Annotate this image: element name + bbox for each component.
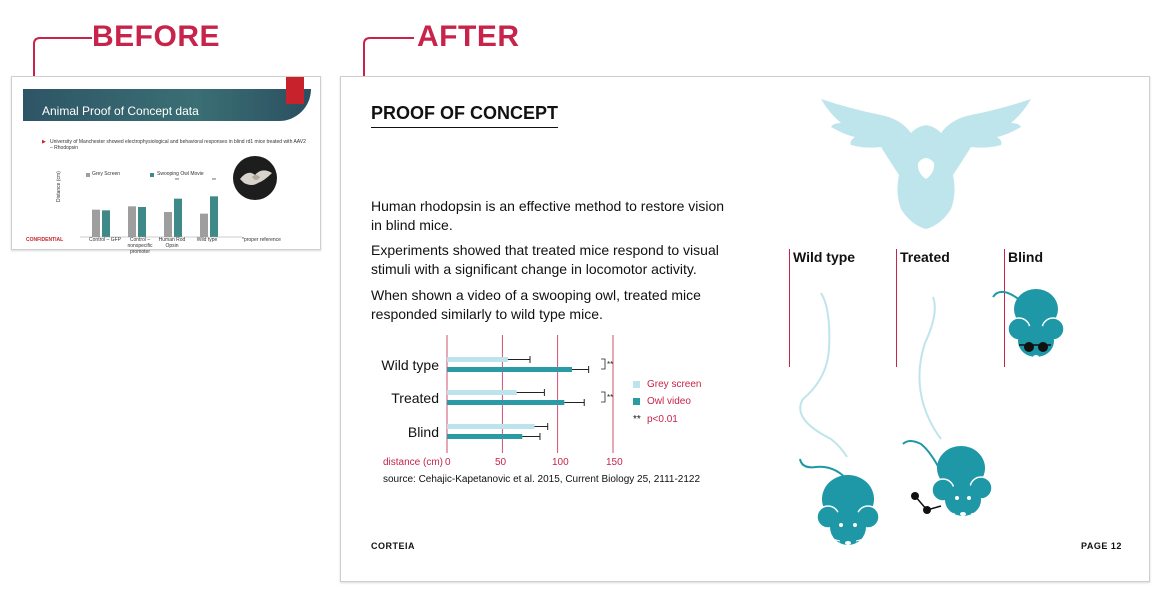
- after-bar-chart: [441, 335, 741, 475]
- legend-sig-marker: **: [633, 414, 641, 425]
- before-bar-1-0: [128, 206, 136, 237]
- paragraph-1: Human rhodopsin is an effective method to restore vision in blind mice.: [371, 198, 725, 233]
- before-red-tab: [286, 77, 304, 104]
- treated-trajectory: [911, 293, 971, 443]
- before-slide-thumbnail: [11, 76, 321, 255]
- owl-silhouette-icon: [811, 93, 1041, 233]
- before-category-2: Control – nonspecific promoter: [127, 237, 153, 255]
- error-bar-wild-type-0: [508, 356, 530, 363]
- category-label-treated: Treated: [391, 390, 439, 406]
- x-tick-100: 100: [552, 457, 569, 468]
- before-category-1: Control – GFP: [89, 237, 121, 243]
- x-tick-150: 150: [606, 457, 623, 468]
- bar-treated-owl-video: [447, 400, 564, 405]
- significance-bracket-0: [601, 359, 605, 369]
- before-bar-3-0: [200, 214, 208, 237]
- before-bar-3-1: [210, 196, 218, 237]
- before-legend-grey: Grey Screen: [92, 171, 121, 177]
- wild-type-divider: [789, 249, 790, 367]
- x-tick-0: 0: [445, 457, 451, 468]
- before-legend-teal: Swooping Owl Movie: [157, 171, 204, 177]
- error-bar-treated-0: [517, 389, 545, 396]
- before-footer-right: *proper reference: [242, 237, 281, 243]
- before-bar-2-0: [164, 212, 172, 237]
- legend-sig-text: p<0.01: [647, 414, 678, 425]
- before-heading: BEFORE: [92, 20, 221, 53]
- source-citation: source: Cehajic-Kapetanovic et al. 2015, Current Biology 25, 2111-2122: [383, 474, 701, 485]
- group-label-wild-type: Wild type: [793, 249, 856, 265]
- group-label-treated: Treated: [900, 249, 950, 265]
- before-legend-teal-swatch: [150, 173, 154, 177]
- treated-mouse-icon: [901, 432, 1011, 532]
- before-sig-1: **: [175, 178, 179, 184]
- x-axis-label: distance (cm): [383, 457, 444, 468]
- significance-label-0: **: [607, 360, 614, 369]
- before-bar-0-1: [102, 210, 110, 237]
- bar-blind-owl-video: [447, 434, 522, 439]
- after-slide-title: PROOF OF CONCEPT: [371, 103, 558, 128]
- group-label-blind: Blind: [1008, 249, 1043, 265]
- x-tick-50: 50: [495, 457, 507, 468]
- legend-owl-label: Owl video: [647, 396, 691, 407]
- bar-blind-grey-screen: [447, 424, 534, 429]
- before-sig-2: **: [212, 178, 216, 184]
- significance-label-1: **: [607, 393, 614, 402]
- paragraph-3: When shown a video of a swooping owl, treated mice responded similarly to wild type mice.: [371, 287, 701, 322]
- error-bar-wild-type-1: [572, 366, 589, 373]
- footer-brand: CORTEIA: [371, 541, 415, 551]
- before-bullet-arrow: ▶: [42, 139, 46, 145]
- significance-bracket-1: [601, 392, 605, 402]
- bar-wild-type-grey-screen: [447, 357, 508, 362]
- before-category-4: Wild type: [196, 237, 218, 243]
- treated-divider: [896, 249, 897, 367]
- after-heading: AFTER: [417, 20, 520, 53]
- before-bar-2-1: [174, 199, 182, 237]
- category-label-blind: Blind: [407, 424, 439, 440]
- before-y-axis-label: Distance (cm): [56, 171, 62, 202]
- before-bullet-text: University of Manchester showed electrophysiological and behavioral responses in blind rd1 mice treated with AAV2 – Rhodopsin: [50, 139, 306, 151]
- bar-treated-grey-screen: [447, 390, 517, 395]
- legend-grey-swatch: [633, 381, 640, 388]
- before-slide-title: Animal Proof of Concept data: [42, 104, 199, 118]
- error-bar-blind-0: [534, 423, 547, 430]
- wild-type-mouse-icon: [796, 455, 886, 555]
- bar-wild-type-owl-video: [447, 367, 572, 372]
- wild-type-trajectory: [791, 289, 871, 459]
- paragraph-2: Experiments showed that treated mice respond to visual stimuli with a significant change in locomotor activity.: [371, 242, 719, 277]
- before-bar-0-0: [92, 210, 100, 237]
- legend-owl-swatch: [633, 398, 640, 405]
- before-footer-left: CONFIDENTIAL: [26, 237, 64, 243]
- before-legend-grey-swatch: [86, 173, 90, 177]
- error-bar-blind-1: [522, 433, 540, 440]
- category-label-wild-type: Wild type: [381, 357, 439, 373]
- legend-grey-label: Grey screen: [647, 379, 702, 390]
- before-owl-photo: [232, 155, 278, 201]
- before-bar-1-1: [138, 207, 146, 237]
- before-category-3: Human Rod Opsin: [158, 237, 186, 249]
- footer-page-number: PAGE 12: [1081, 541, 1122, 551]
- blind-mouse-icon: [991, 279, 1081, 369]
- error-bar-treated-1: [564, 399, 584, 406]
- after-slide: [340, 76, 1150, 582]
